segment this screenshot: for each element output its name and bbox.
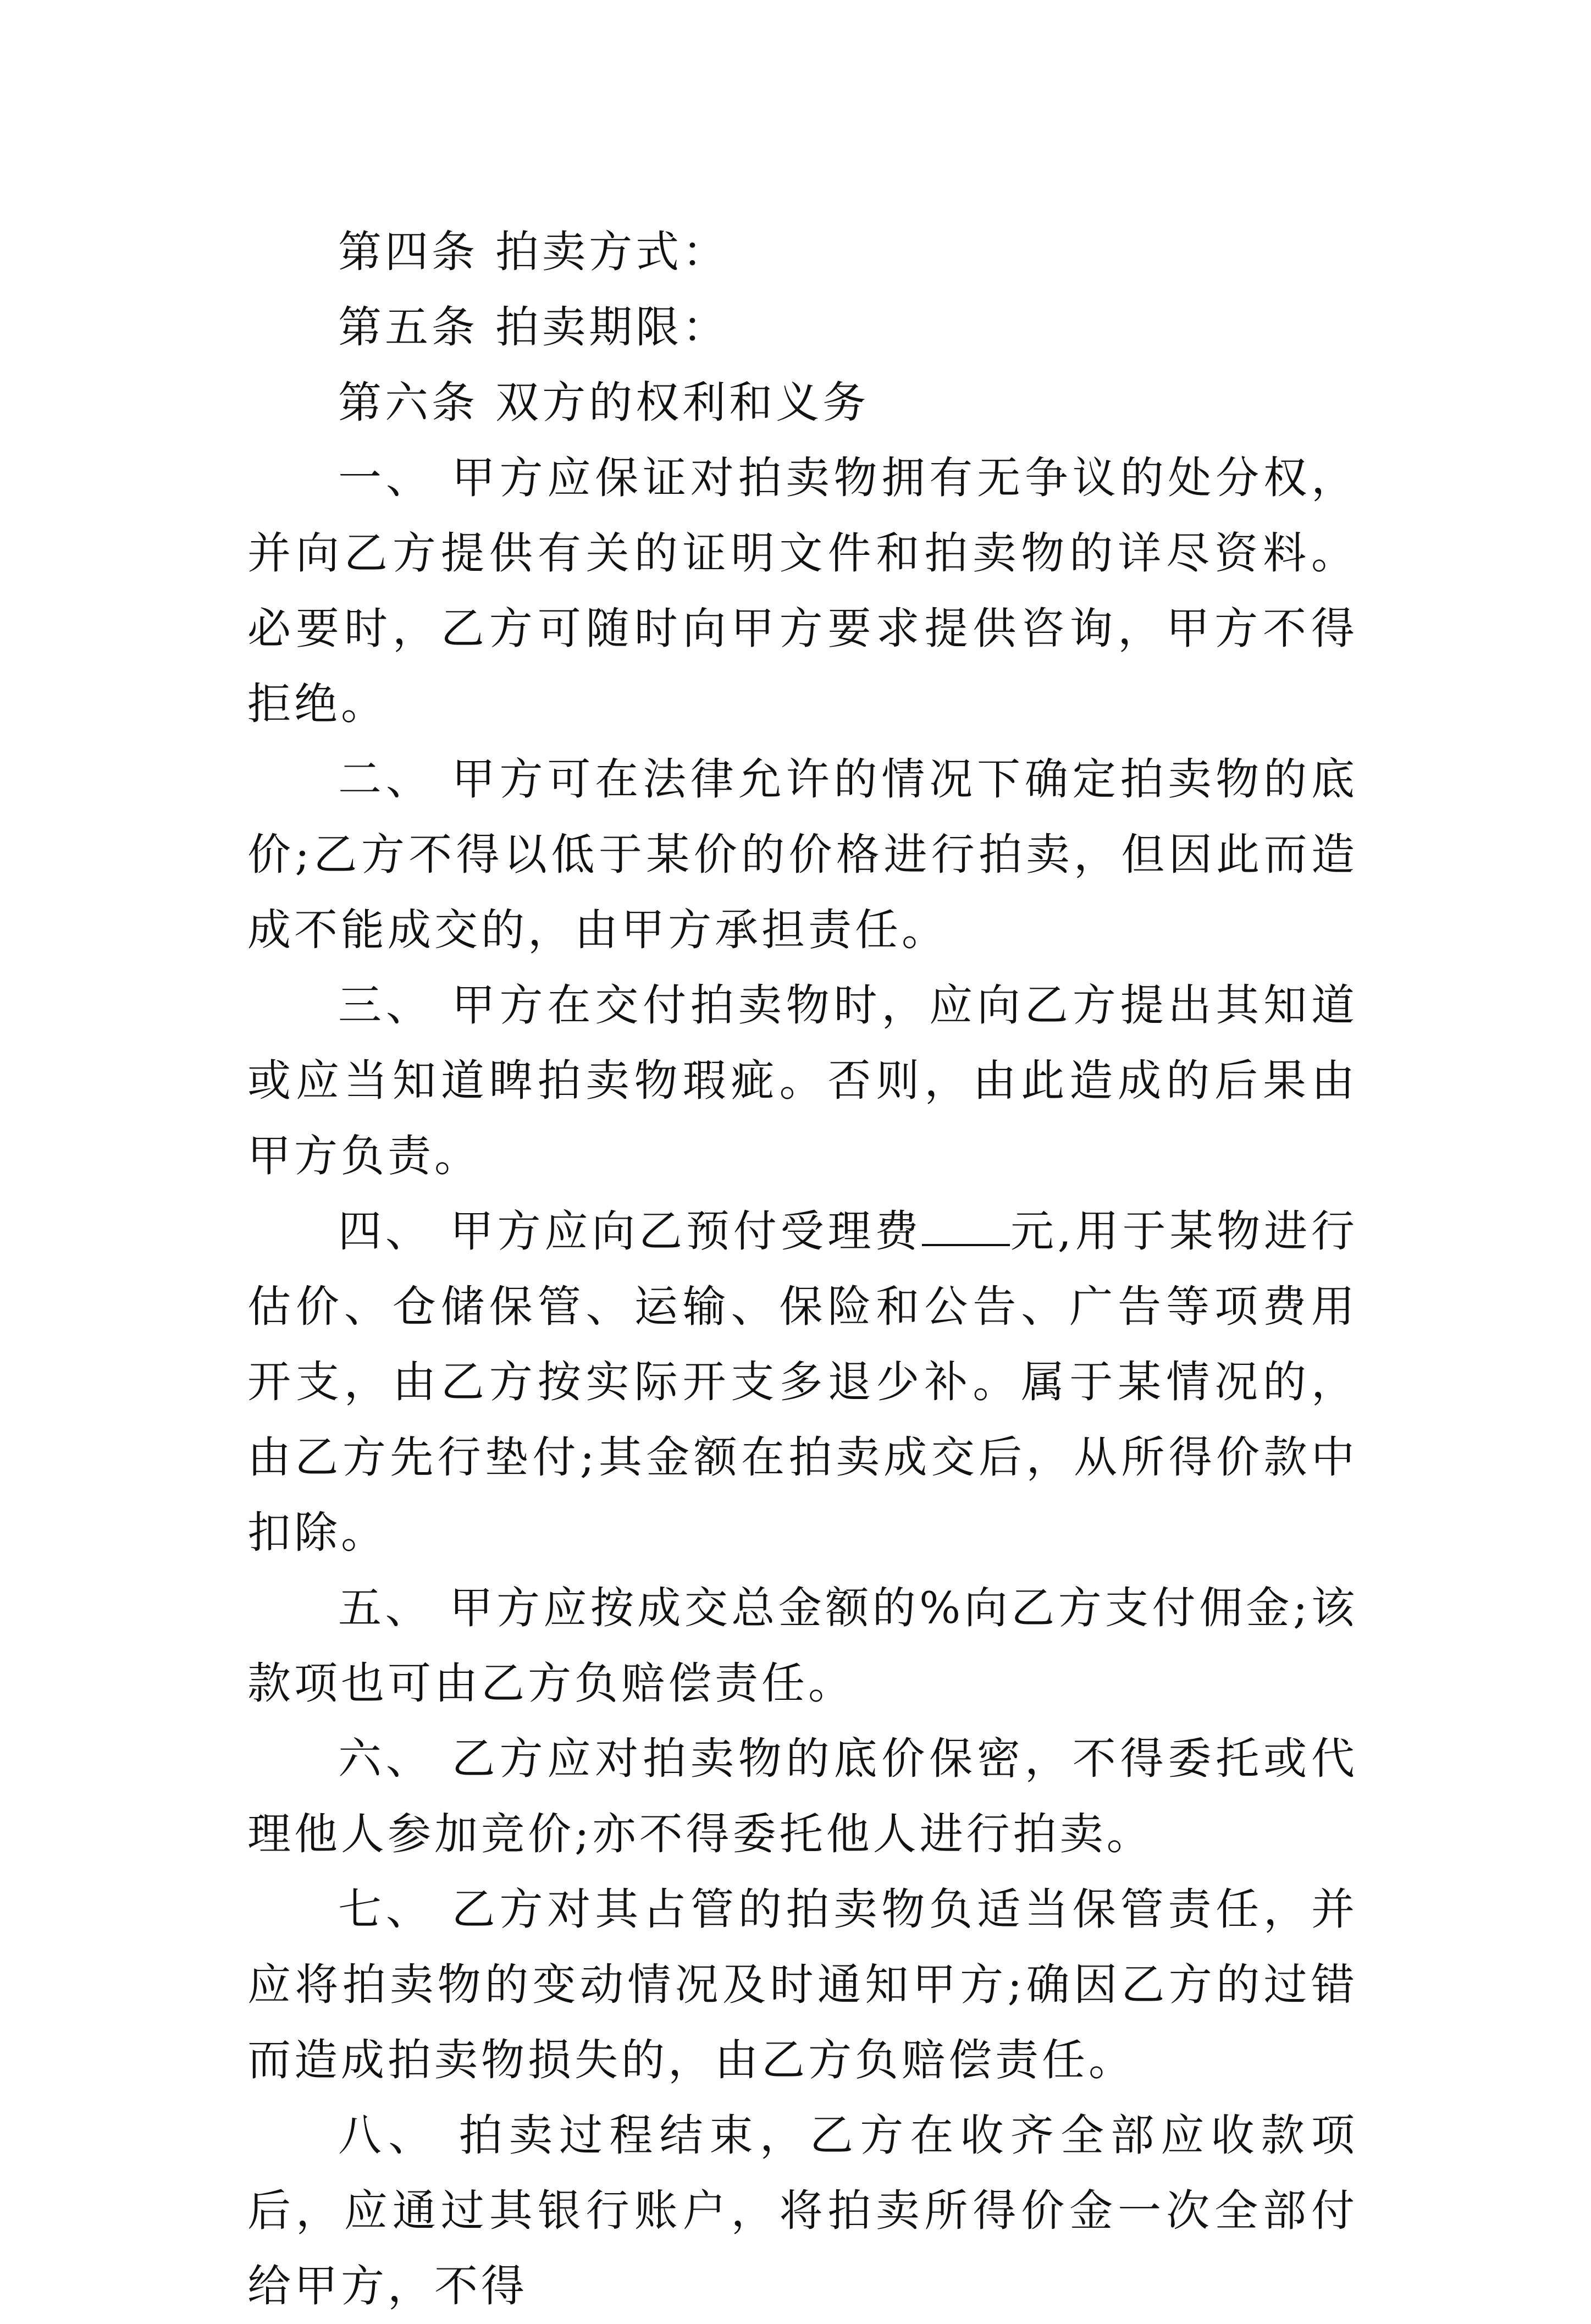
fee-amount-blank xyxy=(922,1205,1010,1246)
clause-7: 七、 乙方对其占管的拍卖物负适当保管责任，并应将拍卖物的变动情况及时通知甲方;确因乙方的过错而造成拍卖物损失的，由乙方负赔偿责任。 xyxy=(247,1884,1358,2085)
clause-1: 一、 甲方应保证对拍卖物拥有无争议的处分权，并向乙方提供有关的证明文件和拍卖物的详尽资料。必要时，乙方可随时向甲方要求提供咨询，甲方不得拒绝。 xyxy=(247,453,1358,729)
article-5-heading: 第五条 拍卖期限： xyxy=(338,302,730,353)
clause-3: 三、 甲方在交付拍卖物时，应向乙方提出其知道或应当知道睥拍卖物瑕疵。否则，由此造成的后果由甲方负责。 xyxy=(247,980,1358,1181)
clause-6: 六、 乙方应对拍卖物的底价保密，不得委托或代理他人参加竞价;亦不得委托他人进行拍卖。 xyxy=(247,1733,1358,1859)
clause-8: 八、 拍卖过程结束，乙方在收齐全部应收款项后，应通过其银行账户，将拍卖所得价金一次全部付给甲方，不得 xyxy=(247,2110,1358,2311)
clause-4-text-before-blank: 四、 甲方应向乙预付受理费 xyxy=(338,1206,922,1257)
article-4-heading: 第四条 拍卖方式： xyxy=(338,227,730,277)
document-body xyxy=(247,214,1358,2324)
article-6-heading: 第六条 双方的权利和义务 xyxy=(338,377,870,428)
clause-2: 二、 甲方可在法律允许的情况下确定拍卖物的底价;乙方不得以低于某价的价格进行拍卖，但因此而造成不能成交的，由甲方承担责任。 xyxy=(247,754,1358,955)
clause-5: 五、 甲方应按成交总金额的%向乙方支付佣金;该款项也可由乙方负赔偿责任。 xyxy=(247,1583,1358,1709)
clause-4 xyxy=(247,1194,1358,1571)
clause-4-text-after-blank: 元,用于某物进行估价、仓储保管、运输、保险和公告、广告等项费用开支，由乙方按实际开支多退少补。属于某情况的，由乙方先行垫付;其金额在拍卖成交后，从所得价款中扣除。 xyxy=(247,1206,1358,1558)
